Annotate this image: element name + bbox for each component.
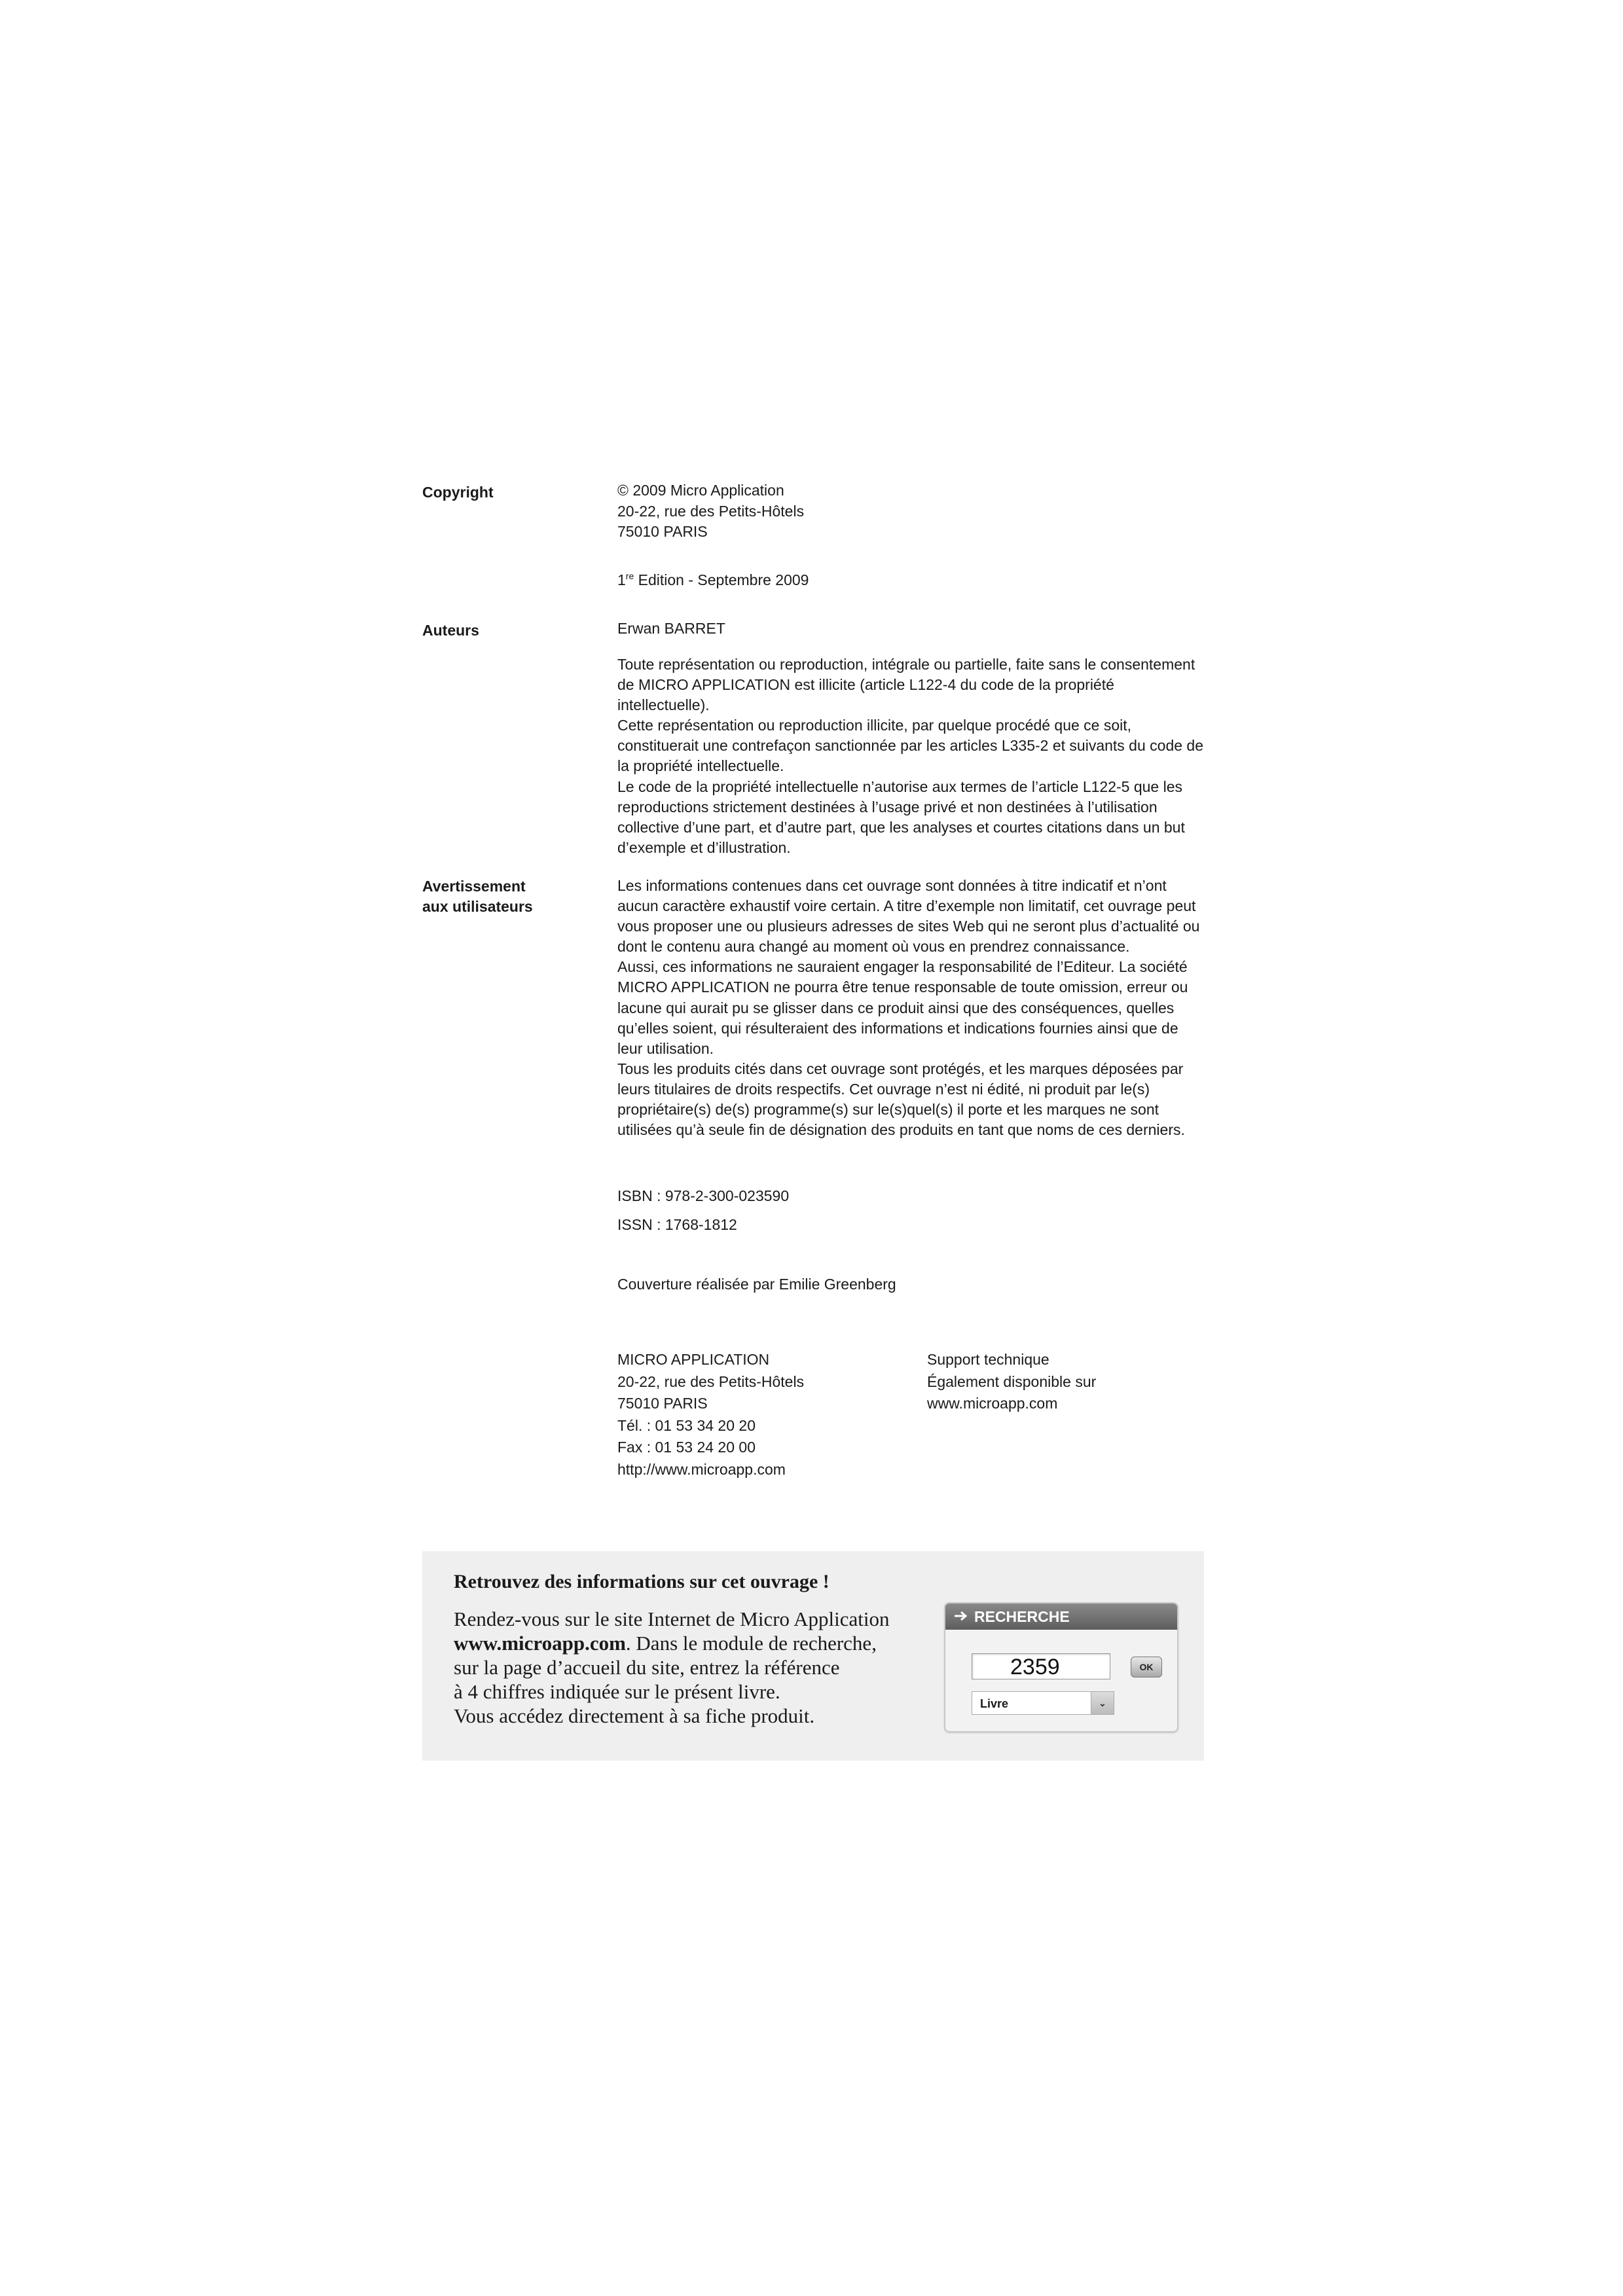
publisher-line: Tél. : 01 53 34 20 20 [617,1416,756,1434]
edition-number: 1 [617,571,626,588]
edition-sup: re [625,571,634,581]
publisher-line: 20-22, rue des Petits-Hôtels [617,1372,805,1390]
isbn: ISBN : 978-2-300-023590 [617,1187,790,1204]
publisher-line: Fax : 01 53 24 20 00 [617,1439,756,1456]
support-contact [927,1349,1096,1415]
info-panel [422,1551,1204,1761]
panel-body [454,1607,889,1728]
support-line: Support technique [927,1351,1049,1368]
search-widget [944,1602,1178,1732]
legal-paragraph: Le code de la propriété intellectuelle n’autorise aux termes de l’article L122-5 que les reproductions strictement destinées à l’usage privé et non destinées à l’utilisation collective d’une part, et d’autre part, que les analyses et courtes citations dans un but d’exemple et d’illustration. [617,778,1185,856]
arrow-right-icon [953,1604,970,1630]
type-select-value: Livre [980,1697,1009,1710]
copyright-label: Copyright [422,484,494,501]
panel-line: Rendez-vous sur le site Internet de Micro Application [454,1607,890,1630]
legal-paragraph: Cette représentation ou reproduction illicite, par quelque procédé que ce soit, constituerait une contrefaçon sanctionnée par les articles L335-2 et suivants du code de la propriété intellectuelle. [617,717,1204,775]
copyright-address [617,480,804,543]
publisher-contact [617,1349,804,1480]
panel-title: Retrouvez des informations sur cet ouvrage ! [454,1571,830,1592]
publisher-line: MICRO APPLICATION [617,1351,770,1368]
reference-input[interactable]: 2359 [972,1653,1110,1679]
panel-line: Vous accédez directement à sa fiche produit. [454,1704,815,1727]
cover-credit: Couverture réalisée par Emilie Greenberg [617,1276,896,1293]
copyright-line: © 2009 Micro Application [617,482,784,499]
type-select[interactable] [972,1691,1114,1715]
search-widget-title: RECHERCHE [974,1608,1070,1625]
auteurs-label: Auteurs [422,622,479,639]
copyright-line: 75010 PARIS [617,523,708,540]
avertissement-paragraph: Les informations contenues dans cet ouvrage sont données à titre indicatif et n’ont aucun caractère exhaustif voire certain. A titre d’exemple non limitatif, cet ouvrage peut vous proposer une ou plusieurs adresses de sites Web qui ne seront plus d’actualité ou dont le contenu aura changé au moment où vous en prendrez connaissance. [617,877,1200,956]
avertissement-label-line: Avertissement [422,878,526,895]
edition-line [617,570,809,591]
legal-notice [617,655,1207,858]
ok-button[interactable]: OK [1131,1657,1162,1677]
avertissement-label-line: aux utilisateurs [422,898,533,915]
panel-line: à 4 chiffres indiquée sur le présent livre. [454,1680,780,1703]
search-widget-header [945,1604,1177,1630]
panel-line: sur la page d’accueil du site, entrez la référence [454,1656,840,1679]
avertissement-paragraph: Aussi, ces informations ne sauraient engager la responsabilité de l’Editeur. La société MICRO APPLICATION ne pourra être tenue responsable de toute omission, erreur ou lacune qui aurait pu se glisser dans ce produit ainsi que des conséquences, quelles qu’elles soient, qui résulteraient des informations et indications fournies ainsi que de leur utilisation. [617,958,1188,1057]
avertissement-label [422,876,533,917]
panel-line-rest: . Dans le module de recherche, [625,1632,877,1655]
avertissement-text [617,876,1207,1140]
publisher-url: http://www.microapp.com [617,1460,786,1478]
copyright-line: 20-22, rue des Petits-Hôtels [617,502,805,520]
panel-line [454,1631,889,1655]
panel-url: www.microapp.com [454,1632,626,1655]
issn: ISSN : 1768-1812 [617,1216,737,1233]
legal-paragraph: Toute représentation ou reproduction, intégrale ou partielle, faite sans le consentement de MICRO APPLICATION est illicite (article L122-4 du code de la propriété intellectuelle). [617,656,1195,714]
avertissement-paragraph: Tous les produits cités dans cet ouvrage sont protégés, et les marques déposées par leurs titulaires de droits respectifs. Cet ouvrage n’est ni édité, ni produit par le(s) propriétaire(s) de(s) programme(s) sur le(s)quel(s) il porte et les marques ne sont utilisées qu’à seule fin de désignation des produits en tant que noms de ces derniers. [617,1060,1185,1139]
author-name: Erwan BARRET [617,620,725,637]
chevron-down-icon[interactable]: ⌄ [1091,1692,1114,1714]
edition-text: Edition - Septembre 2009 [634,571,809,588]
support-line: Également disponible sur [927,1372,1097,1390]
support-url: www.microapp.com [927,1395,1058,1412]
publisher-line: 75010 PARIS [617,1395,708,1412]
